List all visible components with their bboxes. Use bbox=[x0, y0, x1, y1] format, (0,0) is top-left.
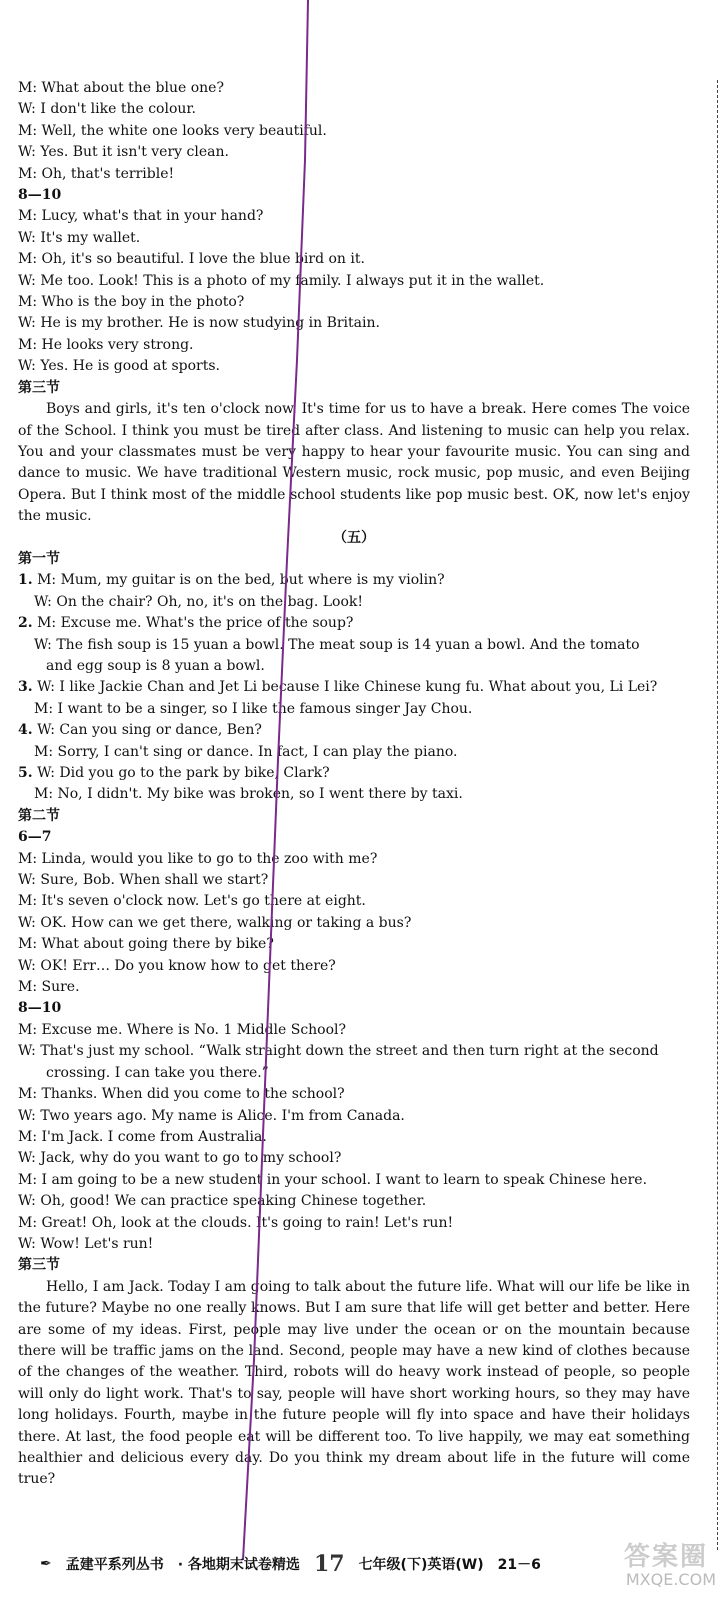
dialog-line: W: He is my brother. He is now studying in Britain. bbox=[18, 315, 380, 332]
dialog-line: M: He looks very strong. bbox=[18, 336, 194, 353]
dialog-line: M: Lucy, what's that in your hand? bbox=[18, 208, 264, 225]
dialog-line: M: What about going there by bike? bbox=[18, 936, 274, 953]
dialog-line: M: Well, the white one looks very beautiful. bbox=[18, 122, 327, 139]
question-item bbox=[18, 677, 690, 698]
question-number: 3. bbox=[18, 679, 33, 696]
dialog-line: M: Thanks. When did you come to the school? bbox=[18, 1086, 345, 1103]
dialog-line: M: I want to be a singer, so I like the famous singer Jay Chou. bbox=[34, 700, 473, 717]
dialog-line: W: Oh, good! We can practice speaking Chinese together. bbox=[18, 1193, 427, 1210]
dialog-line: M: Excuse me. Where is No. 1 Middle School? bbox=[18, 1021, 347, 1038]
dialog-line: M: Oh, that's terrible! bbox=[18, 165, 175, 182]
dialog-line: M: Sorry, I can't sing or dance. In fact, I can play the piano. bbox=[34, 743, 458, 760]
footer-series: 孟建平系列丛书 bbox=[65, 1557, 164, 1573]
dialog-line: W: OK! Err… Do you know how to get there? bbox=[18, 957, 336, 974]
dialog-line: W: That's just my school. “Walk straight down the street and then turn right at the second bbox=[18, 1043, 659, 1060]
dialog-line: W: I like Jackie Chan and Jet Li because I like Chinese kung fu. What about you, Li Lei? bbox=[37, 679, 658, 696]
section-heading-1: 第一节 bbox=[18, 550, 60, 567]
dialog-line: and egg soup is 8 yuan a bowl. bbox=[46, 657, 265, 674]
dialog-line: crossing. I can take you there.” bbox=[46, 1064, 269, 1081]
dialog-line: W: OK. How can we get there, walking or taking a bus? bbox=[18, 914, 412, 931]
watermark-url: MXQE.COM bbox=[625, 1570, 716, 1589]
question-number: 2. bbox=[18, 615, 33, 632]
question-number: 4. bbox=[18, 722, 33, 739]
dialog-line: W: Me too. Look! This is a photo of my family. I always put it in the wallet. bbox=[18, 272, 545, 289]
dialog-line: W: The fish soup is 15 yuan a bowl. The meat soup is 14 yuan a bowl. And the tomato bbox=[34, 636, 640, 653]
dialog-line: W: Can you sing or dance, Ben? bbox=[37, 722, 262, 739]
cut-line bbox=[717, 80, 718, 1550]
watermark: 答案圈 bbox=[623, 1542, 708, 1572]
dialog-line: M: What about the blue one? bbox=[18, 80, 224, 96]
footer-handwriting: 17 bbox=[313, 1551, 345, 1577]
question-item bbox=[18, 613, 690, 634]
paragraph-1: Boys and girls, it's ten o'clock now. It's time for us to have a break. Here comes The voice of the School. I think you must be tired after class. And listening to music can help you relax. You and your classmates must be very happy to hear your favourite music. You can sing and dance to music. We have traditional Western music, rock music, pop music, and even Beijing Opera. But I think most of the middle school students like pop music best. OK, now let's enjoy the music. bbox=[18, 401, 690, 525]
book-logo-icon: ✒ bbox=[40, 1556, 52, 1572]
dialog-line: W: Jack, why do you want to go to my school? bbox=[18, 1150, 342, 1167]
dialog-line: W: Sure, Bob. When shall we start? bbox=[18, 872, 269, 889]
dialog-line: M: Who is the boy in the photo? bbox=[18, 294, 245, 311]
section-five-heading: （五） bbox=[333, 529, 375, 546]
question-item bbox=[18, 720, 690, 741]
dialog-line: W: It's my wallet. bbox=[18, 229, 141, 246]
section-heading: 第三节 bbox=[18, 379, 60, 396]
section-heading: 8—10 bbox=[18, 187, 62, 204]
dialog-line: W: Yes. But it isn't very clean. bbox=[18, 144, 229, 161]
dialog-line: M: I am going to be a new student in your school. I want to learn to speak Chinese here. bbox=[18, 1171, 648, 1188]
question-item bbox=[18, 570, 690, 591]
dialog-line: M: Linda, would you like to go to the zoo with me? bbox=[18, 850, 378, 867]
dialog-line: W: Wow! Let's run! bbox=[18, 1235, 154, 1252]
dialog-line: M: No, I didn't. My bike was broken, so I went there by taxi. bbox=[34, 786, 463, 803]
paragraph-2: Hello, I am Jack. Today I am going to talk about the future life. What will our life be like in the future? Maybe no one really knows. But I am sure that life will get better and better. Here are some of my ideas. First, people may live under the ocean or on the mountain because there will be traffic jams on the land. Second, people may have a new kind of clothes because of the changes of the weather. Third, robots will do heavy work instead of people, so people will only do light work. That's to say, people will have short working hours, so they may have long holidays. Fourth, maybe in the future people will fly into space and have their holidays there. At last, the food people eat will be different too. To live happily, we may eat something healthier and delicious every day. Do you think my dream about life in the future will come true? bbox=[18, 1278, 690, 1488]
dialog-line: W: Did you go to the park by bike, Clark? bbox=[37, 765, 330, 781]
dialog-line: M: Great! Oh, look at the clouds. It's going to rain! Let's run! bbox=[18, 1214, 454, 1231]
dialog-line: M: I'm Jack. I come from Australia. bbox=[18, 1128, 267, 1145]
question-number: 1. bbox=[18, 572, 33, 589]
dialog-line: W: Two years ago. My name is Alice. I'm from Canada. bbox=[18, 1107, 405, 1124]
dialog-line: W: Yes. He is good at sports. bbox=[18, 358, 220, 375]
dialog-line: M: It's seven o'clock now. Let's go there at eight. bbox=[18, 893, 366, 910]
dialog-line: W: On the chair? Oh, no, it's on the bag. Look! bbox=[34, 593, 364, 610]
section-heading-2: 第二节 bbox=[18, 807, 60, 824]
dialog-line: W: I don't like the colour. bbox=[18, 101, 197, 118]
footer-title: · 各地期末试卷精选 bbox=[177, 1557, 300, 1573]
dialog-line: M: Mum, my guitar is on the bed, but where is my violin? bbox=[37, 572, 445, 589]
heading-6-7: 6—7 bbox=[18, 829, 52, 846]
heading-8-10: 8—10 bbox=[18, 1000, 62, 1017]
footer-grade: 七年级(下)英语(W) bbox=[358, 1557, 484, 1573]
page-footer bbox=[40, 1544, 680, 1584]
document-body bbox=[18, 78, 690, 1491]
dialog-line: M: Sure. bbox=[18, 979, 80, 996]
dialog-line: M: Oh, it's so beautiful. I love the blue bird on it. bbox=[18, 251, 365, 268]
question-number: 5. bbox=[18, 765, 33, 781]
section-heading-3: 第三节 bbox=[18, 1257, 60, 1274]
footer-page: 21－6 bbox=[497, 1557, 541, 1573]
question-item bbox=[18, 763, 690, 784]
dialog-line: M: Excuse me. What's the price of the soup? bbox=[37, 615, 354, 632]
